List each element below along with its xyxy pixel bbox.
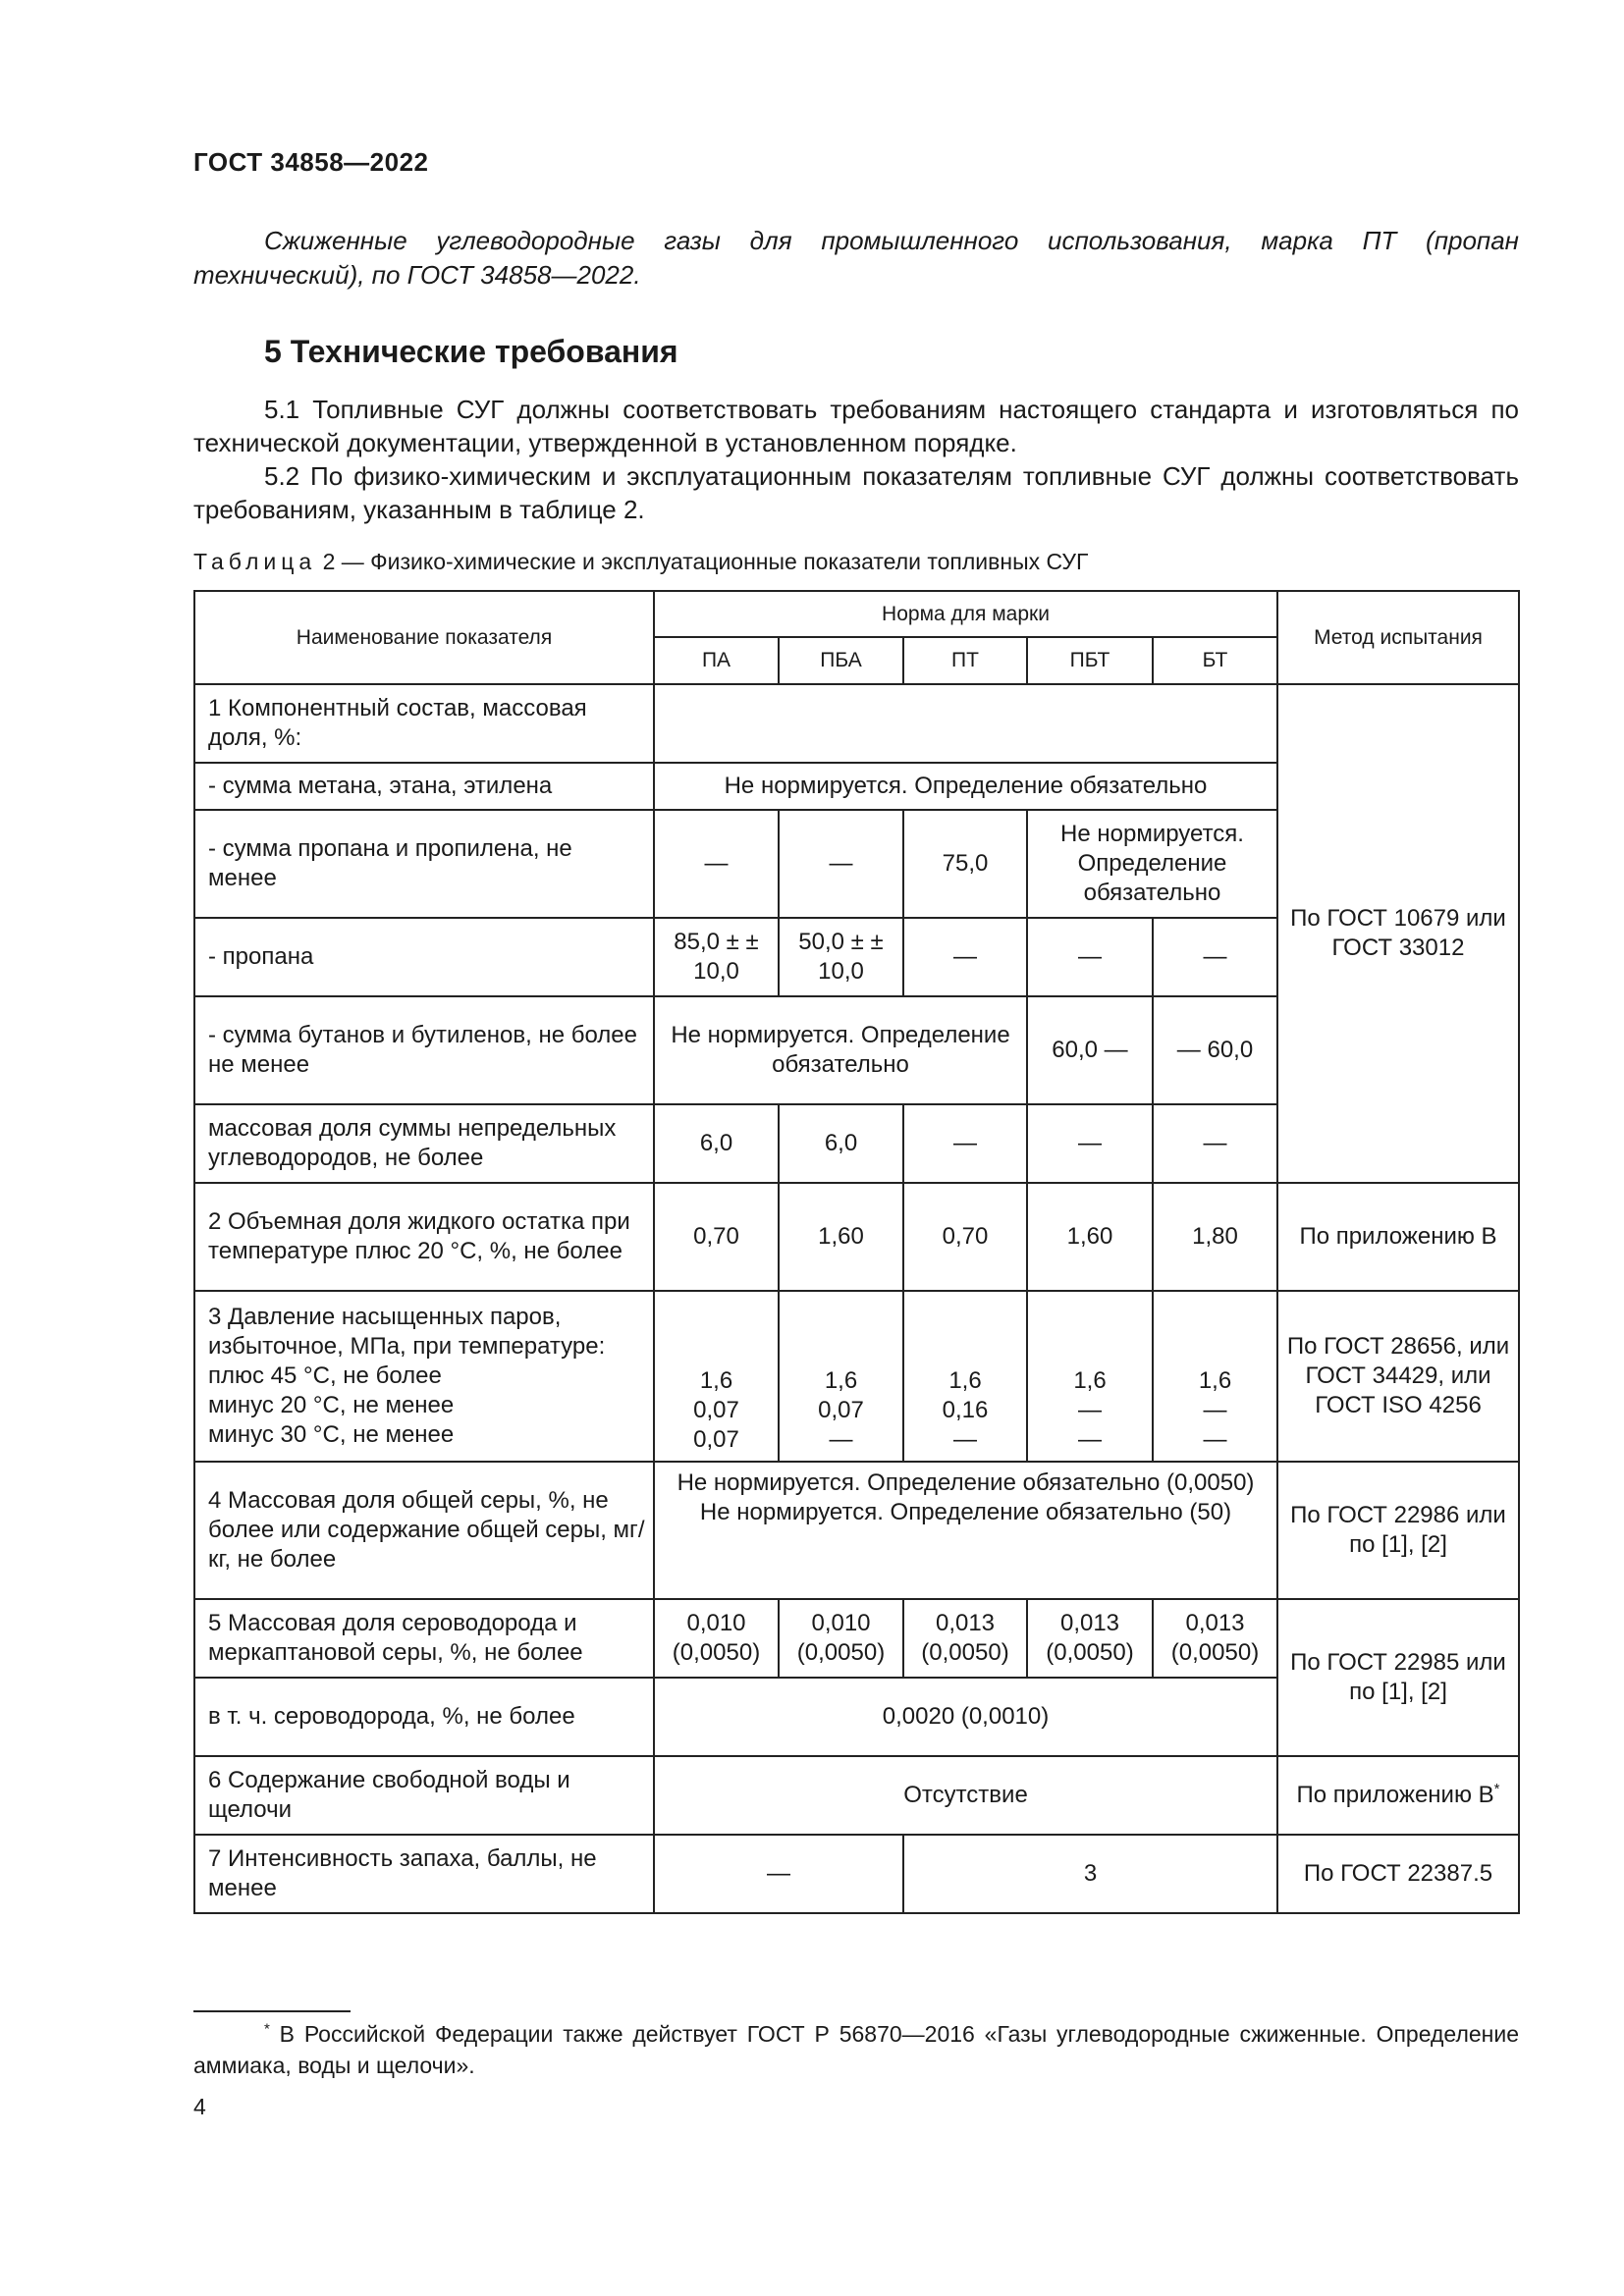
paragraph-5-2: 5.2 По физико-химическим и эксплуатационным показателям топливные СУГ должны соответствовать требованиям, указанным в таблице 2. xyxy=(193,461,1519,524)
value-cell-pba: 1,60 xyxy=(779,1183,903,1291)
table-row xyxy=(194,1835,1519,1913)
value-cell-pba: — xyxy=(779,810,903,918)
value-cell-pa: 0,70 xyxy=(654,1183,779,1291)
value-cell-bt: — xyxy=(1153,918,1277,996)
value-cell-pba: 0,010 (0,0050) xyxy=(779,1599,903,1678)
value-cell-pa xyxy=(654,1291,779,1462)
header-grade-pt: ПТ xyxy=(903,637,1027,684)
value-cell-bt: — xyxy=(1153,1104,1277,1183)
page-number: 4 xyxy=(193,2094,206,2119)
paragraph-5-1: 5.1 Топливные СУГ должны соответствовать требованиям настоящего стандарта и изготовляться по технической документации, утвержденной в установленном порядке. xyxy=(193,395,1519,457)
value-line: 0,07 xyxy=(693,1426,739,1453)
row-name: 7 Интенсивность запаха, баллы, не менее xyxy=(194,1835,654,1913)
value-cell-pbt xyxy=(1027,1291,1153,1462)
value-cell-pa: — xyxy=(654,810,779,918)
value-cell-pba: 50,0 ± ± 10,0 xyxy=(779,918,903,996)
header-grade-pbt: ПБТ xyxy=(1027,637,1153,684)
row-name: 4 Массовая доля общей серы, %, не более или содержание общей серы, мг/кг, не более xyxy=(194,1462,654,1599)
value-line: Не нормируется. Определение обязательно (50) xyxy=(699,1499,1232,1525)
value-cell-pa: 6,0 xyxy=(654,1104,779,1183)
footnote-mark: * xyxy=(1493,1781,1500,1797)
section-title: 5 Технические требования xyxy=(264,334,678,369)
value-cell-pt: — xyxy=(903,1104,1027,1183)
table-caption-text: 2 — Физико-химические и эксплуатационные показатели топливных СУГ xyxy=(316,549,1089,574)
row-name: массовая доля суммы непредельных углеводородов, не более xyxy=(194,1104,654,1183)
document-header: ГОСТ 34858—2022 xyxy=(193,147,429,177)
table-row xyxy=(194,1291,1519,1462)
value-cell-pba: 6,0 xyxy=(779,1104,903,1183)
value-line: 1,6 xyxy=(699,1367,733,1394)
merged-value-cell: — xyxy=(654,1835,903,1913)
value-cell-pt: — xyxy=(903,918,1027,996)
table-row xyxy=(194,1756,1519,1835)
method-cell: По ГОСТ 28656, или ГОСТ 34429, или ГОСТ ISO 4256 xyxy=(1277,1291,1519,1462)
merged-value-cell xyxy=(654,1462,1277,1599)
footnote-text: В Российской Федерации также действует ГОСТ Р 56870—2016 «Газы углеводородные сжиженные. Определение аммиака, воды и щелочи». xyxy=(193,2021,1519,2078)
value-line: — xyxy=(1078,1397,1102,1423)
method-cell: По приложению В xyxy=(1277,1183,1519,1291)
method-cell: По ГОСТ 22986 или по [1], [2] xyxy=(1277,1462,1519,1599)
row-name-line: минус 30 °С, не менее xyxy=(208,1421,455,1448)
header-indicator-name: Наименование показателя xyxy=(194,591,654,684)
value-cell-pt xyxy=(903,1291,1027,1462)
value-cell-bt: — 60,0 xyxy=(1153,996,1277,1104)
header-test-method: Метод испытания xyxy=(1277,591,1519,684)
value-cell-bt xyxy=(1153,1291,1277,1462)
table-row xyxy=(194,1462,1519,1599)
footnote xyxy=(193,2018,1519,2081)
row-name: - сумма бутанов и бутиленов, не более не менее xyxy=(194,996,654,1104)
value-line: 0,07 xyxy=(818,1397,864,1423)
row-name: - пропана xyxy=(194,918,654,996)
value-line: 0,07 xyxy=(693,1397,739,1423)
footnote-divider xyxy=(193,2010,351,2012)
merged-value-cell: Не нормируется. Определение обязательно xyxy=(654,763,1277,810)
method-cell: По ГОСТ 22985 или по [1], [2] xyxy=(1277,1599,1519,1756)
header-grade-pba: ПБА xyxy=(779,637,903,684)
merged-value-cell: Отсутствие xyxy=(654,1756,1277,1835)
table-row xyxy=(194,1599,1519,1678)
value-line: 1,6 xyxy=(1198,1367,1232,1394)
value-line: Не нормируется. Определение обязательно (0,0050) xyxy=(677,1469,1255,1496)
value-cell-pt: 0,013 (0,0050) xyxy=(903,1599,1027,1678)
value-line: — xyxy=(1203,1397,1227,1423)
value-line: 1,6 xyxy=(1073,1367,1107,1394)
method-text: По приложению В xyxy=(1296,1782,1494,1808)
merged-value-cell: Не нормируется. Определение обязательно xyxy=(654,996,1027,1104)
value-cell-bt: 0,013 (0,0050) xyxy=(1153,1599,1277,1678)
value-line: — xyxy=(953,1426,977,1453)
row-name: 2 Объемная доля жидкого остатка при температуре плюс 20 °С, %, не более xyxy=(194,1183,654,1291)
merged-value-cell: 0,0020 (0,0010) xyxy=(654,1678,1277,1756)
empty-cell xyxy=(654,684,1277,763)
row-name xyxy=(194,1291,654,1462)
requirements-table xyxy=(193,590,1520,1914)
value-line: — xyxy=(1203,1426,1227,1453)
merged-value-cell: Не нормируется. Определение обязательно xyxy=(1027,810,1277,918)
value-cell-pba xyxy=(779,1291,903,1462)
row-name: в т. ч. сероводорода, %, не более xyxy=(194,1678,654,1756)
row-name: 5 Массовая доля сероводорода и меркаптановой серы, %, не более xyxy=(194,1599,654,1678)
value-cell-pbt: — xyxy=(1027,1104,1153,1183)
value-line: — xyxy=(829,1426,853,1453)
footnote-mark: * xyxy=(264,2020,270,2038)
merged-value-cell: 3 xyxy=(903,1835,1277,1913)
method-cell xyxy=(1277,1756,1519,1835)
value-cell-pbt: 0,013 (0,0050) xyxy=(1027,1599,1153,1678)
value-line: 0,16 xyxy=(942,1397,989,1423)
header-grade-bt: БТ xyxy=(1153,637,1277,684)
table-row xyxy=(194,1183,1519,1291)
row-name: - сумма метана, этана, этилена xyxy=(194,763,654,810)
method-cell: По ГОСТ 22387.5 xyxy=(1277,1835,1519,1913)
row-name: - сумма пропана и пропилена, не менее xyxy=(194,810,654,918)
intro-paragraph: Сжиженные углеводородные газы для промышленного использования, марка ПТ (пропан технический), по ГОСТ 34858—2022. xyxy=(193,226,1519,290)
row-name-line: минус 20 °С, не менее xyxy=(208,1392,455,1418)
table-caption-word: Таблица xyxy=(193,549,317,574)
value-line: 1,6 xyxy=(948,1367,982,1394)
value-cell-pt: 75,0 xyxy=(903,810,1027,918)
row-name-line: 3 Давление насыщенных паров, избыточное, МПа, при температуре: xyxy=(208,1304,606,1360)
table-row xyxy=(194,684,1519,763)
row-name: 1 Компонентный состав, массовая доля, %: xyxy=(194,684,654,763)
value-line: — xyxy=(1078,1426,1102,1453)
value-cell-pa: 0,010 (0,0050) xyxy=(654,1599,779,1678)
row-name-line: плюс 45 °С, не более xyxy=(208,1362,442,1389)
value-cell-pbt: 60,0 — xyxy=(1027,996,1153,1104)
value-cell-pa: 85,0 ± ± 10,0 xyxy=(654,918,779,996)
value-cell-bt: 1,80 xyxy=(1153,1183,1277,1291)
value-cell-pt: 0,70 xyxy=(903,1183,1027,1291)
value-line: 1,6 xyxy=(824,1367,858,1394)
value-cell-pbt: 1,60 xyxy=(1027,1183,1153,1291)
header-grade-norm: Норма для марки xyxy=(654,591,1277,637)
table-caption xyxy=(193,549,1088,575)
row-name: 6 Содержание свободной воды и щелочи xyxy=(194,1756,654,1835)
value-cell-pbt: — xyxy=(1027,918,1153,996)
header-grade-pa: ПА xyxy=(654,637,779,684)
method-cell: По ГОСТ 10679 или ГОСТ 33012 xyxy=(1277,684,1519,1183)
